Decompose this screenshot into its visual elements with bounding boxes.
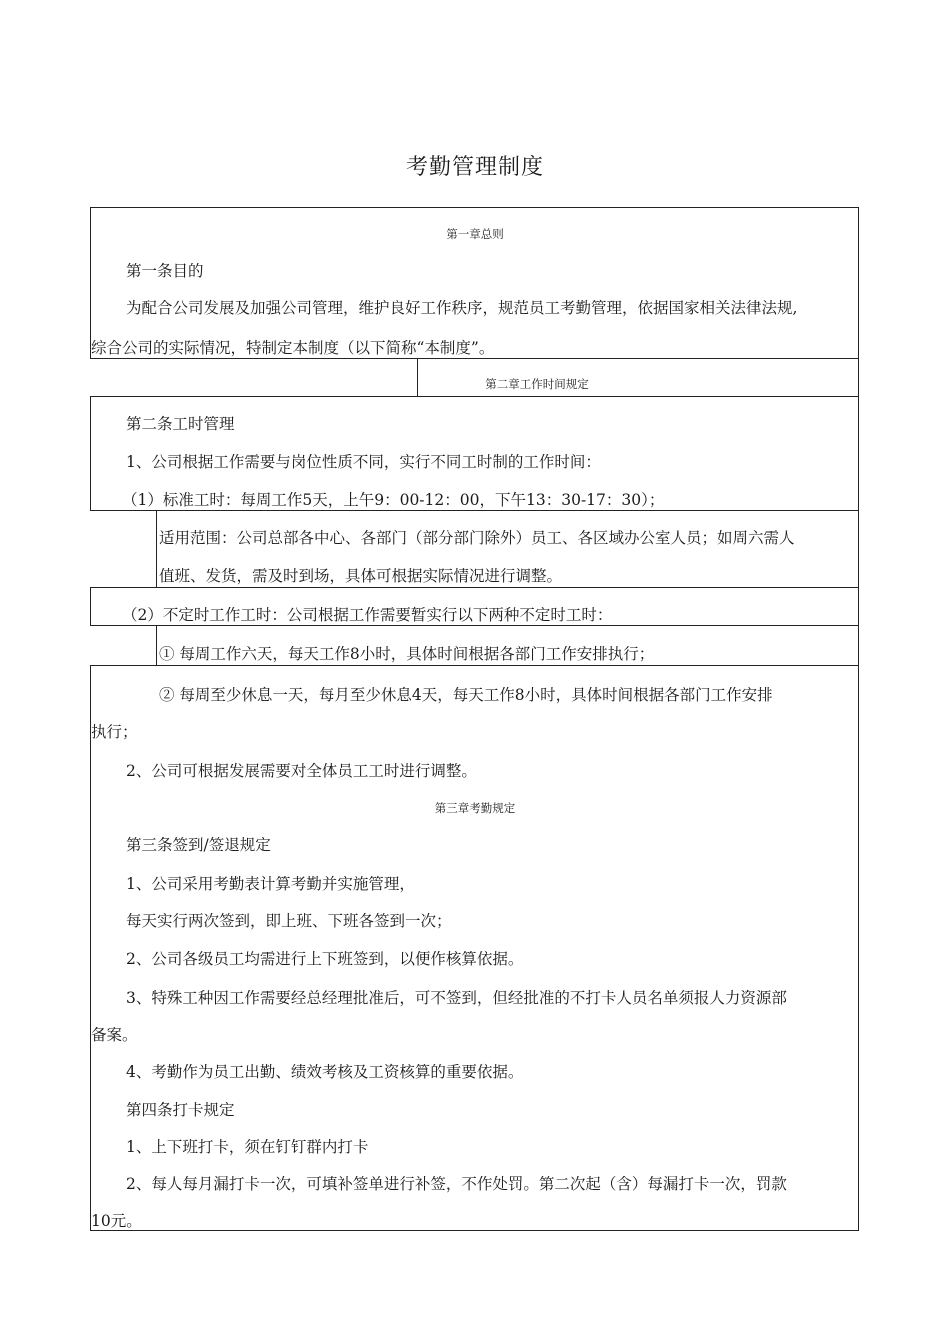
article2-item1: 1、公司根据工作需要与岗位性质不同，实行不同工时制的工作时间： xyxy=(126,453,601,471)
article3-item2: 2、公司各级员工均需进行上下班签到，以便作核算依据。 xyxy=(126,950,524,968)
article3-item3-line2: 备案。 xyxy=(91,1026,138,1044)
article4-item1: 1、上下班打卡，须在钉钉群内打卡 xyxy=(126,1138,369,1156)
flexible-option2-line1: ② 每周至少休息一天，每月至少休息4天，每天工作8小时，具体时间根据各部门工作安排 xyxy=(159,686,773,704)
article4-title: 第四条打卡规定 xyxy=(126,1101,235,1119)
article3-title: 第三条签到/签退规定 xyxy=(126,836,271,854)
flexible-hours: （2）不定时工作工时：公司根据工作需要暂实行以下两种不定时工时： xyxy=(122,606,613,624)
scope-line2: 值班、发货，需及时到场，具体可根据实际情况进行调整。 xyxy=(159,567,563,585)
scope-line1: 适用范围：公司总部各中心、各部门（部分部门除外）员工、各区域办公室人员；如周六需人 xyxy=(159,529,795,547)
article3-item1: 1、公司采用考勤表计算考勤并实施管理， xyxy=(126,875,415,893)
chapter3-heading: 第三章考勤规定 xyxy=(434,801,516,815)
flexible-option1: ① 每周工作六天，每天工作8小时，具体时间根据各部门工作安排执行； xyxy=(159,645,655,663)
article1-text-line2: 综合公司的实际情况，特制定本制度（以下简称“本制度”。 xyxy=(91,339,495,357)
article3-item1b: 每天实行两次签到，即上班、下班各签到一次； xyxy=(126,912,452,930)
article4-item2-line1: 2、每人每月漏打卡一次，可填补签单进行补签，不作处罚。第二次起（含）每漏打卡一次，罚款 xyxy=(126,1175,787,1193)
article4-item2-line2: 10元。 xyxy=(91,1212,142,1230)
flexible-option2-line2: 执行； xyxy=(91,723,138,741)
document-title: 考勤管理制度 xyxy=(405,155,544,180)
article3-item4: 4、考勤作为员工出勤、绩效考核及工资核算的重要依据。 xyxy=(126,1063,524,1081)
chapter2-heading: 第二章工作时间规定 xyxy=(485,377,589,391)
article1-title: 第一条目的 xyxy=(126,262,204,280)
article2-title: 第二条工时管理 xyxy=(126,415,235,433)
standard-hours: （1）标准工时：每周工作5天，上午9：00-12：00，下午13：30-17：30）； xyxy=(122,491,665,509)
chapter1-heading: 第一章总则 xyxy=(446,227,504,241)
article1-text-line1: 为配合公司发展及加强公司管理，维护良好工作秩序，规范员工考勤管理，依据国家相关法律法规, xyxy=(126,299,798,317)
article3-item3-line1: 3、特殊工种因工作需要经总经理批准后，可不签到，但经批准的不打卡人员名单须报人力资源部 xyxy=(126,989,787,1007)
article2-item2: 2、公司可根据发展需要对全体员工工时进行调整。 xyxy=(126,762,477,780)
